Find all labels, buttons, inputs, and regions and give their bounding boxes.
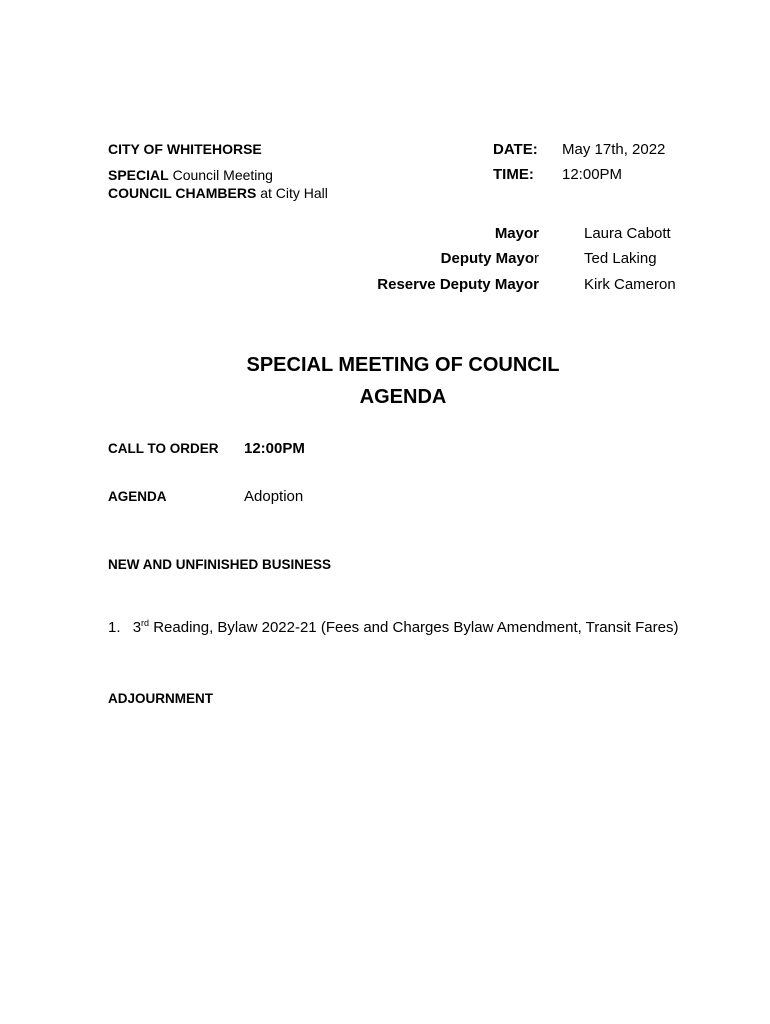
officer-role-bold: Mayor [494,225,539,242]
location-bold: COUNCIL CHAMBERS [108,185,257,201]
call-to-order-label: CALL TO ORDER [108,441,219,456]
agenda-label: AGENDA [108,489,167,504]
agenda-item-text: Reading, Bylaw 2022-21 (Fees and Charges Bylaw Amendment, Transit Fares) [149,619,679,636]
call-to-order-time: 12:00PM [244,440,305,457]
meeting-type [108,167,273,183]
meeting-type-bold: SPECIAL [108,167,169,183]
agenda-item-number: 1. [108,619,121,636]
officer-name: Kirk Cameron [584,276,676,293]
officer-role [239,276,539,293]
date-value: May 17th, 2022 [562,141,666,158]
city-name: CITY OF WHITEHORSE [108,141,262,157]
time-value: 12:00PM [562,166,623,183]
officer-role [239,250,539,267]
officer-role-rest: r [534,250,539,267]
officer-role [239,225,539,242]
date-label: DATE: [493,141,538,158]
meeting-location [108,185,328,201]
location-rest: at City Hall [256,185,328,201]
meeting-type-rest: Council Meeting [168,167,273,183]
agenda-item-ordinal: 3 [132,619,142,636]
officer-role-bold: Reserve Deputy Mayor [377,276,539,293]
officer-name: Ted Laking [584,250,657,267]
page-title: SPECIAL MEETING OF COUNCIL [246,354,560,376]
agenda-item-ordinal-suffix: rd [141,618,150,628]
time-label: TIME: [493,166,534,183]
officer-name: Laura Cabott [584,225,671,242]
agenda-value: Adoption [244,488,304,505]
officer-role-bold: Deputy Mayo [440,250,534,267]
agenda-item [108,619,678,636]
adjournment-heading: ADJOURNMENT [108,691,214,706]
page-subtitle: AGENDA [359,386,447,408]
business-heading: NEW AND UNFINISHED BUSINESS [108,557,332,572]
